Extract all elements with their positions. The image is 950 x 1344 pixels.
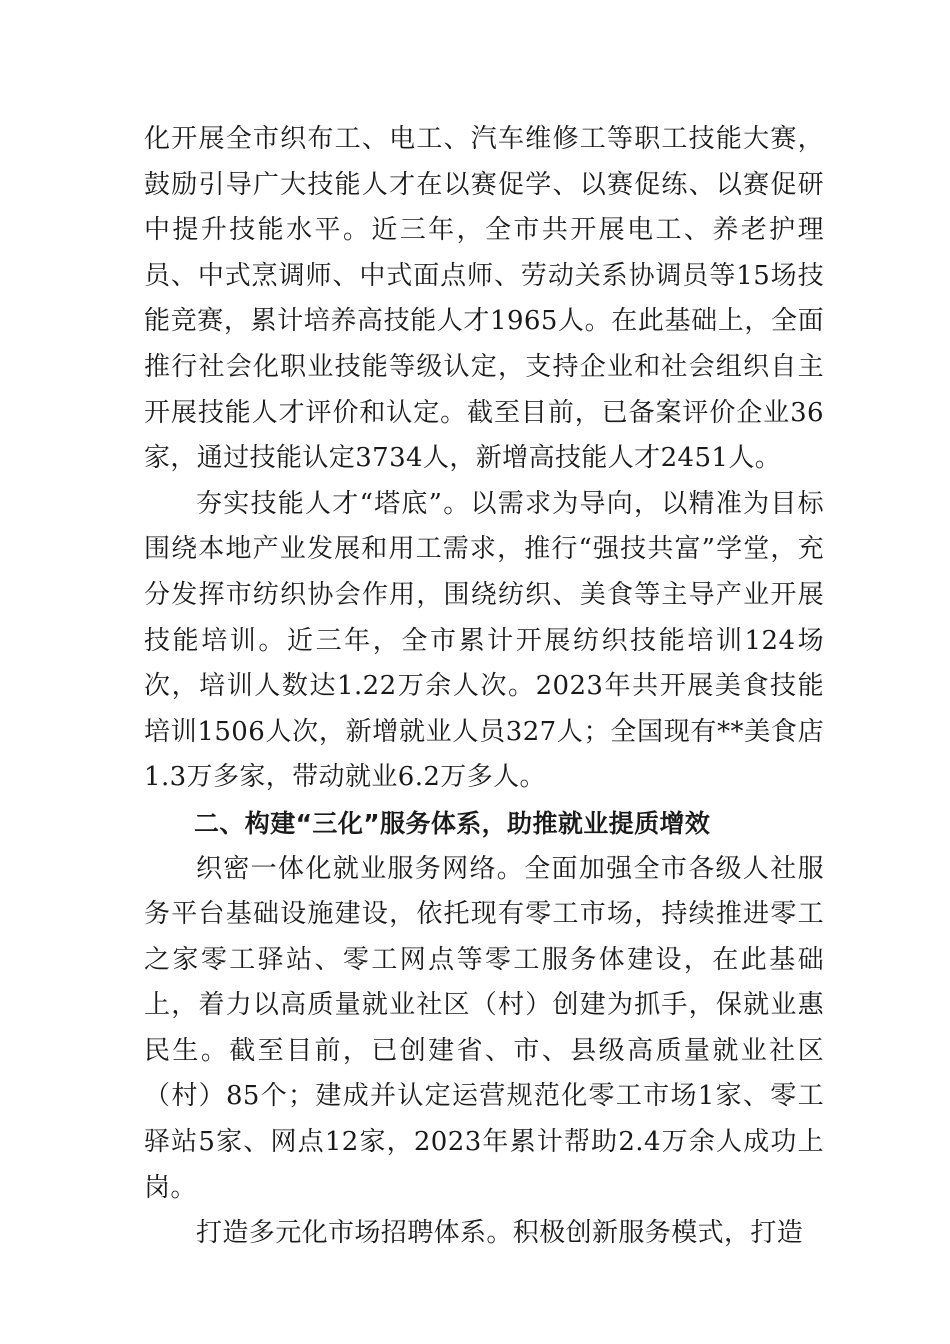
document-body [144, 117, 824, 1257]
section-heading-service-system: 二、构建“三化”服务体系，助推就业提质增效 [194, 808, 711, 838]
paragraph-skills-competition: 化开展全市织布工、电工、汽车维修工等职工技能大赛，鼓励引导广大技能人才在以赛促学、以赛促练、以赛促研中提升技能水平。近三年，全市共开展电工、养老护理员、中式烹调师、中式面点师、劳动关系协调员等15场技能竞赛，累计培养高技能人才1965人。在此基础上，全面推行社会化职业技能等级认定，支持企业和社会组织自主开展技能人才评价和认定。截至目前，已备案评价企业36家，通过技能认定3734人，新增高技能人才2451人。 [144, 124, 824, 474]
paragraph-employment-network: 织密一体化就业服务网络。全面加强全市各级人社服务平台基础设施建设，依托现有零工市场，持续推进零工之家零工驿站、零工网点等零工服务体建设，在此基础上，着力以高质量就业社区（村）创建为抓手，保就业惠民生。截至目前，已创建省、市、县级高质量就业社区（村）85个；建成并认定运营规范化零工市场1家、零工驿站5家、网点12家，2023年累计帮助2.4万余人成功上岗。 [144, 853, 824, 1203]
paragraph-skills-base: 夯实技能人才“塔底”。以需求为导向，以精准为目标围绕本地产业发展和用工需求，推行“强技共富”学堂，充分发挥市纺织协会作用，围绕纺织、美食等主导产业开展技能培训。近三年，全市累计开展纺织技能培训124场次，培训人数达1.22万余人次。2023年共开展美食技能培训1506人次，新增就业人员327人；全国现有**美食店1.3万多家，带动就业6.2万多人。 [144, 488, 824, 793]
paragraph-recruitment-system: 打造多元化市场招聘体系。积极创新服务模式，打造 [196, 1218, 804, 1249]
